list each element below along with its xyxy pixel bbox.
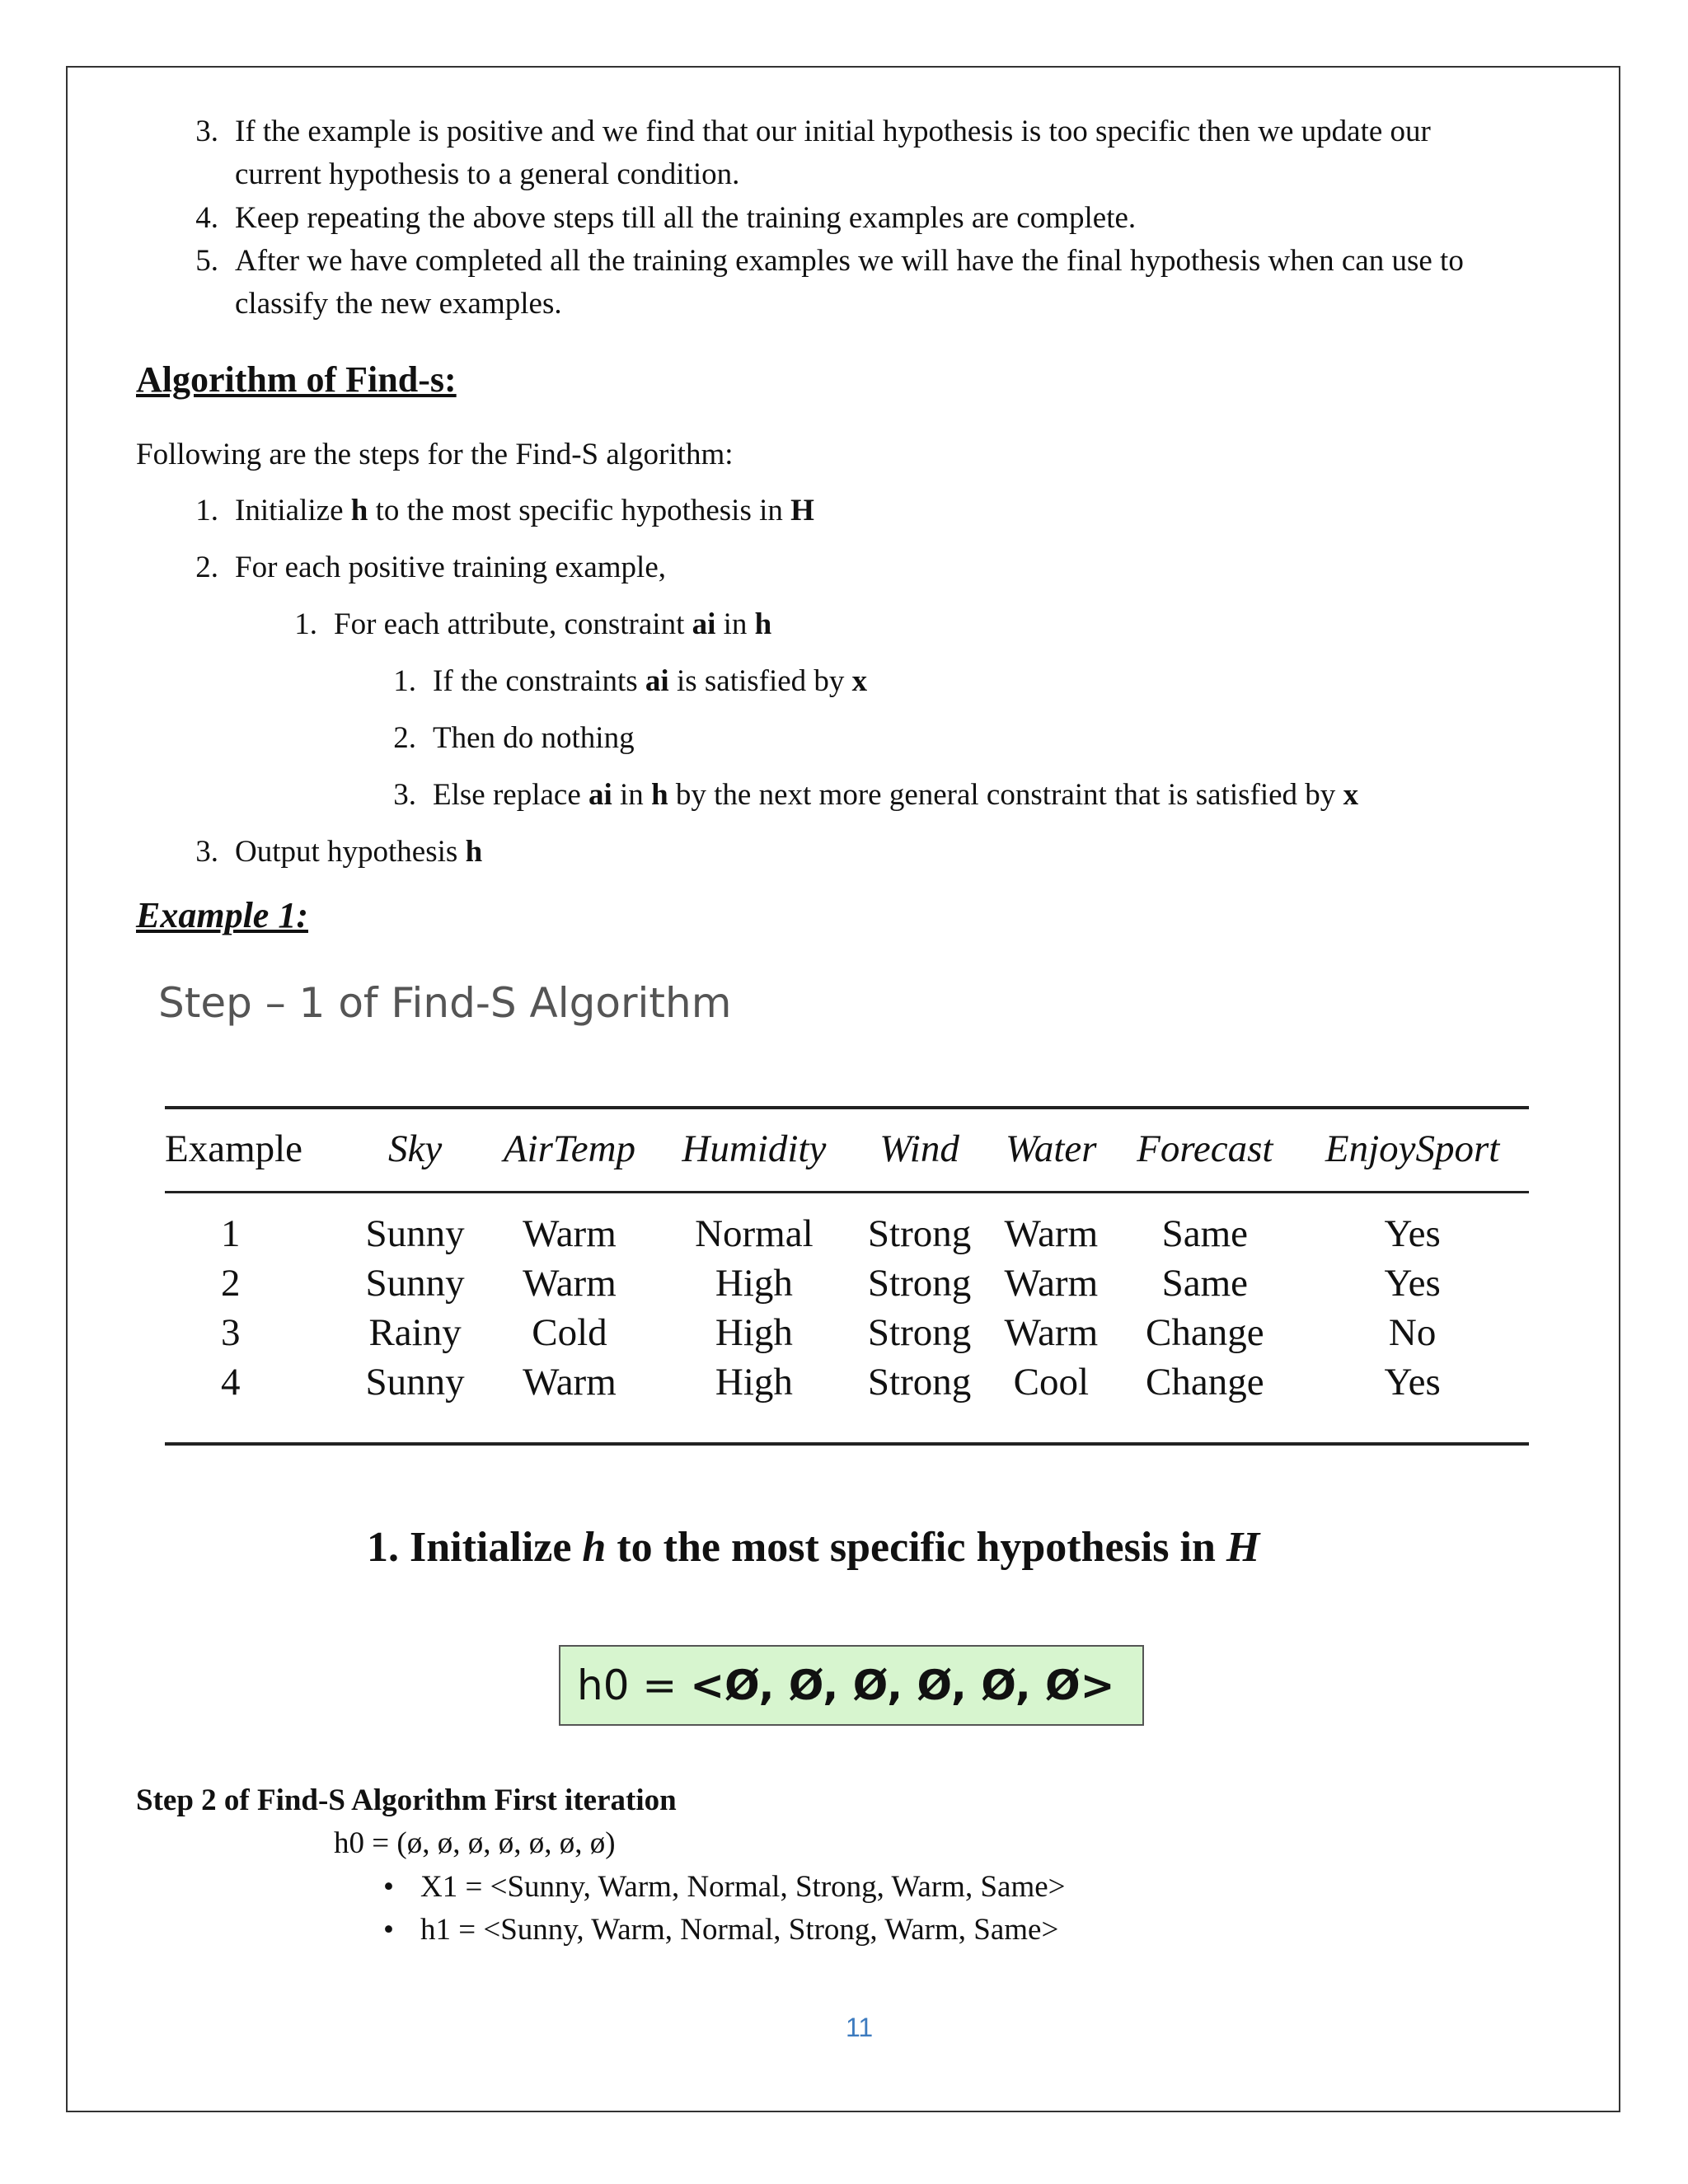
bold-term: x: [851, 664, 868, 698]
table-header-cell: Wind: [851, 1108, 989, 1193]
table-header-cell: Humidity: [658, 1108, 851, 1193]
table-cell: Strong: [867, 1360, 972, 1404]
step-text: For each positive training example,: [235, 551, 666, 584]
list-number: 1.: [393, 664, 416, 698]
step-text: If the constraints: [433, 664, 645, 698]
list-text: Keep repeating the above steps till all the training examples are complete.: [235, 201, 1137, 235]
table-header-cell: Example: [165, 1108, 349, 1193]
table-cell: Warm: [1004, 1212, 1099, 1255]
table-cell: Strong: [867, 1310, 972, 1354]
table-cell: Warm: [1004, 1310, 1099, 1354]
table-header-row: [165, 1108, 1529, 1193]
bold-term: h: [350, 494, 368, 527]
bold-term: h: [651, 778, 668, 812]
list-item: [383, 1912, 1059, 1948]
table-cell: Strong: [867, 1261, 972, 1305]
table-header-cell: Sky: [349, 1108, 481, 1193]
h0-label: h0 =: [577, 1661, 691, 1709]
step2-h0: h0 = (ø, ø, ø, ø, ø, ø, ø): [334, 1826, 616, 1860]
table-cell: 4: [221, 1360, 241, 1404]
step-text: Output hypothesis: [235, 835, 466, 869]
table-cell: No: [1388, 1310, 1437, 1354]
bold-term: ai: [645, 664, 669, 698]
table-cell: High: [715, 1360, 793, 1404]
table-cell: Same: [1161, 1261, 1248, 1305]
table-cell: Yes: [1384, 1212, 1441, 1255]
table-cell: Yes: [1384, 1261, 1441, 1305]
list-text: current hypothesis to a general condition.: [235, 157, 740, 191]
table-header-cell: Forecast: [1114, 1108, 1296, 1193]
list-number: 3.: [393, 778, 416, 812]
bold-term: h: [465, 835, 483, 869]
list-number: 3.: [195, 115, 218, 148]
step-text: in: [715, 607, 755, 641]
list-item: [383, 1869, 1066, 1905]
step-text: Else replace: [433, 778, 588, 812]
step-text: Initialize: [235, 494, 351, 527]
bullet-icon: •: [383, 1913, 394, 1947]
table-cell: Rainy: [368, 1310, 462, 1354]
list-number: 2.: [195, 551, 218, 584]
bold-term: h: [754, 607, 772, 641]
italic-term: H: [1226, 1524, 1260, 1571]
table-row: [165, 1209, 1529, 1258]
page-number: 11: [846, 2013, 874, 2042]
table-cell: 3: [221, 1310, 241, 1354]
table-cell: Sunny: [365, 1261, 465, 1305]
table-cell: 2: [221, 1261, 241, 1305]
step-text: in: [612, 778, 652, 812]
table-cell: Change: [1145, 1310, 1264, 1354]
training-examples-table: [165, 1108, 1529, 1407]
table-cell: High: [715, 1310, 793, 1354]
list-number: 1.: [367, 1524, 399, 1571]
table-cell: Cold: [532, 1310, 607, 1354]
step-text: to the most specific hypothesis in: [368, 494, 791, 527]
step2-title: Step 2 of Find-S Algorithm First iteration: [136, 1783, 677, 1817]
table-cell: Strong: [867, 1212, 972, 1255]
h0-value: <Ø, Ø, Ø, Ø, Ø, Ø>: [690, 1661, 1115, 1709]
list-number: 1.: [195, 494, 218, 527]
step-title: Step – 1 of Find-S Algorithm: [158, 979, 732, 1027]
table-cell: Sunny: [365, 1212, 465, 1255]
bold-term: ai: [588, 778, 612, 812]
table-cell: Warm: [523, 1212, 617, 1255]
table-row: [165, 1357, 1529, 1407]
bullet-icon: •: [383, 1870, 394, 1904]
table-cell: Change: [1145, 1360, 1264, 1404]
table-header-cell: EnjoySport: [1296, 1108, 1529, 1193]
bold-term: H: [790, 494, 814, 527]
bullet-text: h1 = <Sunny, Warm, Normal, Strong, Warm, Same>: [420, 1913, 1059, 1947]
bullet-text: X1 = <Sunny, Warm, Normal, Strong, Warm, Same>: [420, 1870, 1066, 1904]
table-cell: Cool: [1013, 1360, 1090, 1404]
step-text: is satisfied by: [668, 664, 852, 698]
list-number: 4.: [195, 201, 218, 235]
table-cell: High: [715, 1261, 793, 1305]
list-text: classify the new examples.: [235, 287, 562, 321]
table-cell: Yes: [1384, 1360, 1441, 1404]
list-number: 1.: [294, 607, 317, 641]
table-header-cell: Water: [988, 1108, 1114, 1193]
table-bottom-rule: [165, 1442, 1529, 1446]
list-number: 3.: [195, 835, 218, 869]
table-cell: 1: [221, 1212, 241, 1255]
bold-term: ai: [692, 607, 716, 641]
list-text: If the example is positive and we find that our initial hypothesis is too specific then we update our: [235, 115, 1431, 148]
table-cell: Warm: [1004, 1261, 1099, 1305]
table-row: [165, 1308, 1529, 1357]
table-cell: Sunny: [365, 1360, 465, 1404]
table-cell: Warm: [523, 1360, 617, 1404]
bold-term: x: [1343, 778, 1359, 812]
list-text: After we have completed all the training examples we will have the final hypothesis when can use to: [235, 244, 1464, 278]
step-text: Initialize: [410, 1524, 583, 1571]
italic-term: h: [582, 1524, 607, 1571]
step-text: For each attribute, constraint: [334, 607, 692, 641]
step-text: by the next more general constraint that is satisfied by: [668, 778, 1343, 812]
step-text: Then do nothing: [433, 721, 635, 755]
table-row: [165, 1258, 1529, 1308]
table-cell: Same: [1161, 1212, 1248, 1255]
section-heading: Algorithm of Find-s:: [136, 359, 457, 400]
paragraph: Following are the steps for the Find-S algorithm:: [136, 438, 734, 471]
list-number: 5.: [195, 244, 218, 278]
h0-hypothesis-box: [559, 1645, 1144, 1726]
example-heading: Example 1:: [136, 895, 308, 935]
table-cell: Warm: [523, 1261, 617, 1305]
table-cell: Normal: [695, 1212, 814, 1255]
step-text: to the most specific hypothesis in: [606, 1524, 1226, 1571]
list-number: 2.: [393, 721, 416, 755]
table-header-cell: AirTemp: [481, 1108, 658, 1193]
init-statement: [367, 1523, 1259, 1572]
